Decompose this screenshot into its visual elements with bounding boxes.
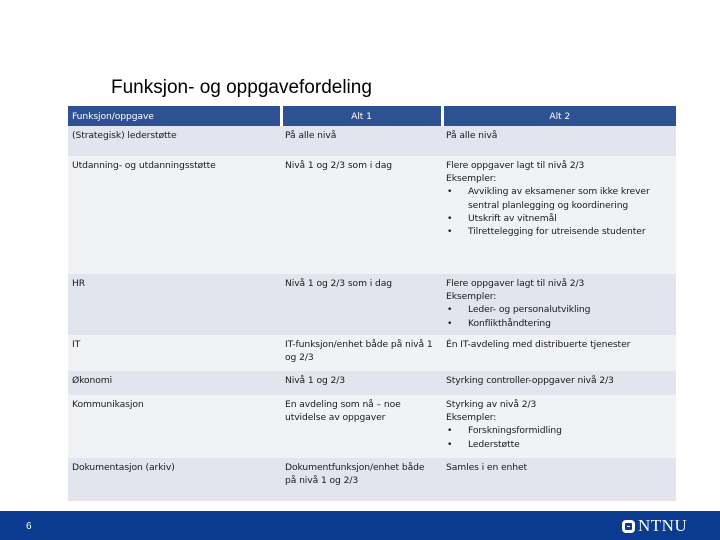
bullet-glyph: •: [447, 304, 453, 316]
bullet-item: [446, 317, 672, 330]
alt2-text: Flere oppgaver lagt til nivå 2/3: [446, 160, 585, 171]
function-cell: (Strategisk) lederstøtte: [68, 126, 281, 156]
bullet-item: [446, 438, 672, 451]
alt2-cell: [442, 458, 676, 501]
alt2-cell: [442, 156, 676, 274]
table-row: [68, 335, 676, 371]
alt1-cell: [281, 274, 442, 335]
table-row: [68, 274, 676, 335]
bullet-text: Konflikthåndtering: [468, 317, 551, 329]
function-cell: Utdanning- og utdanningsstøtte: [68, 156, 281, 274]
alt1-text: Nivå 1 og 2/3 som i dag: [285, 278, 393, 289]
bullet-item: [446, 303, 672, 316]
header-alt1: Alt 1: [281, 106, 442, 126]
bullet-item: [446, 225, 672, 238]
alt2-text: Eksempler:: [446, 173, 497, 185]
bullet-text: Utskrift av vitnemål: [468, 212, 557, 224]
bullet-glyph: •: [447, 212, 453, 224]
table-row: [68, 371, 676, 395]
table-row: [68, 156, 676, 274]
page-number: 6: [26, 521, 32, 532]
alt2-text: Én IT-avdeling med distribuerte tjenester: [446, 339, 631, 350]
alt1-cell: [281, 395, 442, 458]
bullet-text: Forskningsformidling: [468, 425, 562, 437]
bullet-text: Avvikling av eksamener som ikke krever sentral planlegging og koordinering: [468, 186, 650, 211]
table-row: [68, 458, 676, 501]
header-function: Funksjon/oppgave: [68, 106, 281, 126]
alt1-text: Dokumentfunksjon/enhet både på nivå 1 og 2/3: [285, 462, 425, 487]
alt1-text: På alle nivå: [285, 130, 337, 141]
table-header-row: [68, 106, 676, 126]
alt2-text: Eksempler:: [446, 412, 497, 424]
bullet-glyph: •: [447, 226, 453, 238]
footer-bar: [0, 511, 720, 540]
alt2-text: Samles i en enhet: [446, 462, 528, 473]
alt2-text: Styrking av nivå 2/3: [446, 399, 537, 410]
bullet-item: [446, 185, 672, 211]
alt1-cell: [281, 126, 442, 156]
function-cell: Kommunikasjon: [68, 395, 281, 458]
function-cell: HR: [68, 274, 281, 335]
bullet-text: Leder- og personalutvikling: [468, 304, 591, 316]
bullet-text: Lederstøtte: [468, 438, 520, 450]
bullet-text: Tilrettelegging for utreisende studenter: [468, 226, 646, 238]
bullet-glyph: •: [447, 317, 453, 329]
function-cell: IT: [68, 335, 281, 371]
ntnu-logo-icon: [622, 520, 635, 533]
function-cell: Dokumentasjon (arkiv): [68, 458, 281, 501]
table-row: [68, 395, 676, 458]
bullet-item: [446, 424, 672, 437]
alt2-cell: [442, 126, 676, 156]
alt2-text: Eksempler:: [446, 291, 497, 303]
bullet-item: [446, 212, 672, 225]
function-cell: Økonomi: [68, 371, 281, 395]
alt2-text: Flere oppgaver lagt til nivå 2/3: [446, 278, 585, 289]
table-row: [68, 126, 676, 156]
bullet-glyph: •: [447, 438, 453, 450]
alt2-text: På alle nivå: [446, 130, 498, 141]
bullet-list: [446, 424, 672, 450]
alt2-cell: [442, 335, 676, 371]
bullet-glyph: •: [447, 186, 453, 198]
header-alt2: Alt 2: [442, 106, 676, 126]
alt2-cell: [442, 371, 676, 395]
alt1-cell: [281, 156, 442, 274]
alt1-cell: [281, 371, 442, 395]
function-table: [68, 106, 676, 501]
slide-title: Funksjon- og oppgavefordeling: [111, 77, 372, 98]
alt1-text: Nivå 1 og 2/3 som i dag: [285, 160, 393, 171]
bullet-glyph: •: [447, 425, 453, 437]
alt1-cell: [281, 458, 442, 501]
ntnu-logo: [622, 517, 687, 535]
alt1-text: En avdeling som nå – noe utvidelse av oppgaver: [285, 399, 401, 424]
bullet-list: [446, 303, 672, 329]
alt2-text: Styrking controller-oppgaver nivå 2/3: [446, 375, 614, 386]
alt1-cell: [281, 335, 442, 371]
alt2-cell: [442, 274, 676, 335]
alt1-text: Nivå 1 og 2/3: [285, 375, 346, 386]
logo-text: NTNU: [638, 516, 688, 535]
bullet-list: [446, 185, 672, 238]
alt2-cell: [442, 395, 676, 458]
alt1-text: IT-funksjon/enhet både på nivå 1 og 2/3: [285, 339, 433, 364]
